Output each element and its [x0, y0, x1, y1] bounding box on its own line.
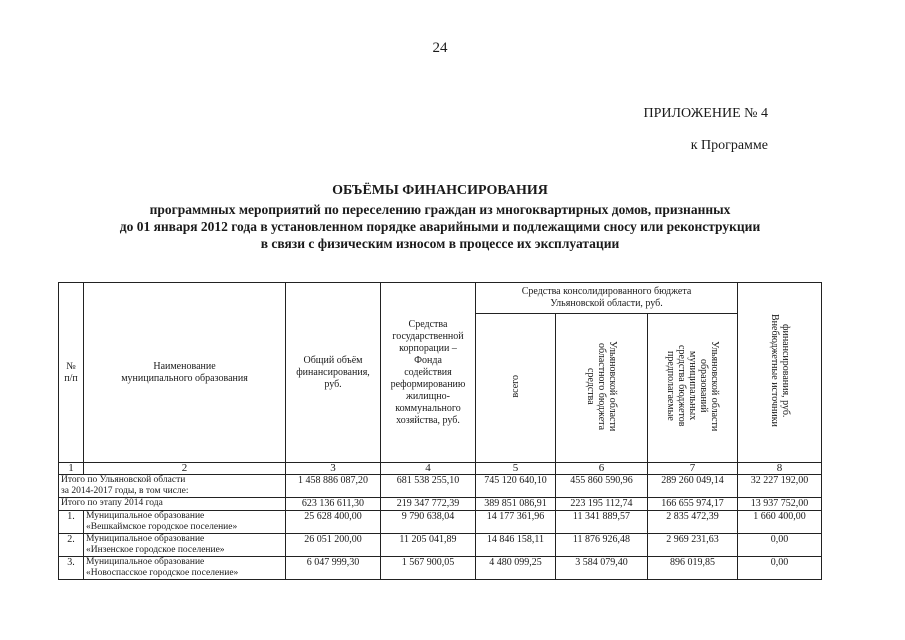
header-sub-all: всего — [476, 314, 556, 463]
cell-total: 1 458 886 087,20 — [286, 475, 381, 498]
cell-regional: 11 876 926,48 — [556, 534, 648, 557]
cell-municipal: 289 260 049,14 — [648, 475, 738, 498]
cell-municipal: 2 835 472,39 — [648, 511, 738, 534]
column-number: 5 — [476, 463, 556, 475]
cell-regional: 3 584 079,40 — [556, 557, 648, 580]
cell-all: 14 846 158,11 — [476, 534, 556, 557]
financing-table — [58, 282, 821, 580]
column-number: 4 — [381, 463, 476, 475]
column-number: 7 — [648, 463, 738, 475]
cell-municipal: 896 019,85 — [648, 557, 738, 580]
table-row — [59, 534, 822, 557]
cell-extra: 0,00 — [738, 557, 822, 580]
cell-fund: 1 567 900,05 — [381, 557, 476, 580]
cell-fund: 11 205 041,89 — [381, 534, 476, 557]
cell-total: 6 047 999,30 — [286, 557, 381, 580]
column-number: 8 — [738, 463, 822, 475]
municipality-name: Муниципальное образование «Инзенское городское поселение» — [84, 534, 286, 557]
cell-extra: 0,00 — [738, 534, 822, 557]
header-num: № п/п — [59, 283, 84, 463]
cell-all: 4 480 099,25 — [476, 557, 556, 580]
column-number: 6 — [556, 463, 648, 475]
page-number: 24 — [432, 40, 448, 56]
header-extrabudget: Внебюджетные источники финансирования, руб. — [738, 283, 822, 463]
header-sub-regional: средства областного бюджета Ульяновской области — [556, 314, 648, 463]
cell-all: 745 120 640,10 — [476, 475, 556, 498]
row-label: Итого по Ульяновской области за 2014-2017 годы, в том числе: — [59, 475, 286, 498]
cell-regional: 11 341 889,57 — [556, 511, 648, 534]
program-label: к Программе — [690, 138, 768, 153]
cell-fund: 681 538 255,10 — [381, 475, 476, 498]
table-row-total-region — [59, 475, 822, 498]
column-number: 1 — [59, 463, 84, 475]
cell-all: 389 851 086,91 — [476, 498, 556, 511]
cell-extra: 32 227 192,00 — [738, 475, 822, 498]
cell-extra: 13 937 752,00 — [738, 498, 822, 511]
column-number: 2 — [84, 463, 286, 475]
cell-total: 25 628 400,00 — [286, 511, 381, 534]
cell-regional: 223 195 112,74 — [556, 498, 648, 511]
municipality-name: Муниципальное образование «Вешкаймское городское поселение» — [84, 511, 286, 534]
column-number-row — [59, 463, 822, 475]
column-number: 3 — [286, 463, 381, 475]
subtitle-line: до 01 января 2012 года в установленном порядке аварийными и подлежащими сносу или реконструкции — [119, 219, 761, 234]
cell-fund: 9 790 638,04 — [381, 511, 476, 534]
row-number: 2. — [59, 534, 84, 557]
row-label: Итого по этапу 2014 года — [59, 498, 286, 511]
row-number: 3. — [59, 557, 84, 580]
cell-regional: 455 860 590,96 — [556, 475, 648, 498]
header-consolidated: Средства консолидированного бюджета Ульяновской области, руб. — [476, 283, 738, 314]
header-fund: Средства государственной корпорации – Фонда содействия реформированию жилищно- коммунального хозяйства, руб. — [381, 283, 476, 463]
subtitle-line: программных мероприятий по переселению граждан из многоквартирных домов, признанных — [149, 202, 731, 217]
cell-extra: 1 660 400,00 — [738, 511, 822, 534]
cell-fund: 219 347 772,39 — [381, 498, 476, 511]
header-total: Общий объём финансирования, руб. — [286, 283, 381, 463]
header-name: Наименование муниципального образования — [84, 283, 286, 463]
table-row-total-2014 — [59, 498, 822, 511]
cell-all: 14 177 361,96 — [476, 511, 556, 534]
table-row — [59, 511, 822, 534]
cell-total: 623 136 611,30 — [286, 498, 381, 511]
document-title: ОБЪЁМЫ ФИНАНСИРОВАНИЯ — [332, 183, 548, 198]
subtitle-line: в связи с физическим износом в процессе их эксплуатации — [260, 236, 620, 251]
header-sub-municipal: предполагаемые средства бюджетов муниципальных образований Ульяновской области — [648, 314, 738, 463]
municipality-name: Муниципальное образование «Новоспасское городское поселение» — [84, 557, 286, 580]
appendix-label: ПРИЛОЖЕНИЕ № 4 — [643, 106, 768, 121]
cell-municipal: 166 655 974,17 — [648, 498, 738, 511]
cell-municipal: 2 969 231,63 — [648, 534, 738, 557]
cell-total: 26 051 200,00 — [286, 534, 381, 557]
table-row — [59, 557, 822, 580]
row-number: 1. — [59, 511, 84, 534]
document-subtitle — [60, 201, 820, 252]
